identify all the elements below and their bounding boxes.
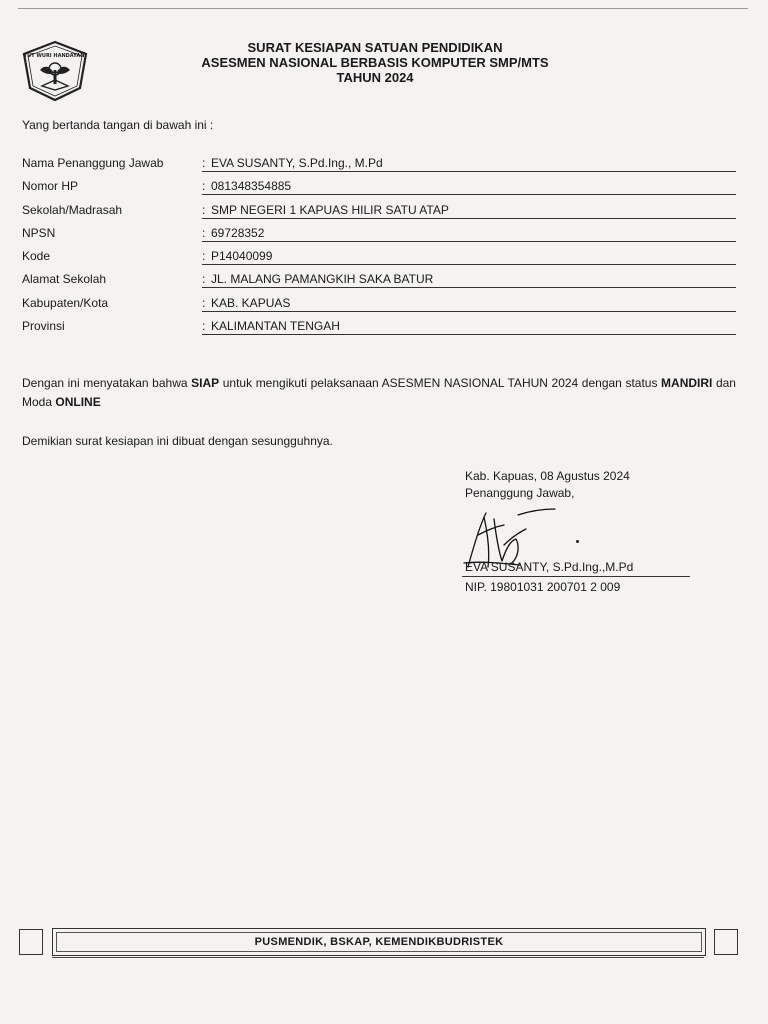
- title-line-3: TAHUN 2024: [336, 70, 414, 85]
- field-underline: [202, 194, 736, 195]
- field-row-sekolah: [22, 199, 736, 223]
- footer-text: PUSMENDIK, BSKAP, KEMENDIKBUDRISTEK: [56, 932, 702, 952]
- intro-text: Yang bertanda tangan di bawah ini :: [22, 118, 214, 132]
- signer-nip: NIP. 19801031 200701 2 009: [465, 580, 621, 594]
- mode-online: ONLINE: [55, 395, 101, 409]
- field-value: SMP NEGERI 1 KAPUAS HILIR SATU ATAP: [211, 203, 449, 217]
- field-label: Kabupaten/Kota: [22, 296, 109, 310]
- status-mandiri: MANDIRI: [661, 376, 713, 390]
- field-label: Nama Penanggung Jawab: [22, 156, 164, 170]
- status-siap: SIAP: [191, 376, 220, 390]
- footer-banner: [52, 928, 706, 956]
- field-row-alamat: [22, 268, 736, 292]
- field-label: Nomor HP: [22, 179, 79, 193]
- footer-box-right: [714, 929, 738, 955]
- field-row-provinsi: [22, 315, 736, 339]
- field-row-nama: [22, 152, 736, 176]
- signer-name: EVA SUSANTY, S.Pd.Ing.,M.Pd: [465, 560, 634, 574]
- title-line-1: SURAT KESIAPAN SATUAN PENDIDIKAN: [247, 40, 503, 55]
- statement-text: untuk mengikuti pelaksanaan ASESMEN NASIONAL TAHUN 2024 dengan status: [219, 376, 662, 390]
- field-colon: :: [202, 179, 206, 193]
- field-underline: [202, 264, 736, 265]
- field-value: KAB. KAPUAS: [211, 296, 291, 310]
- logo-motto: TUT WURI HANDAYANI: [23, 53, 87, 59]
- field-value: 081348354885: [211, 179, 292, 193]
- field-value: P14040099: [211, 249, 273, 263]
- field-label: Sekolah/Madrasah: [22, 203, 123, 217]
- closing-text: Demikian surat kesiapan ini dibuat dengan sesungguhnya.: [22, 434, 333, 448]
- footer-box-left: [19, 929, 43, 955]
- field-label: Provinsi: [22, 319, 65, 333]
- field-underline: [202, 171, 736, 172]
- field-underline: [202, 218, 736, 219]
- field-colon: :: [202, 319, 206, 333]
- tut-wuri-handayani-logo: [20, 40, 90, 102]
- field-value: 69728352: [211, 226, 265, 240]
- statement-text: Dengan ini menyatakan bahwa: [22, 376, 192, 390]
- document-title: [150, 40, 600, 85]
- field-label: NPSN: [22, 226, 56, 240]
- top-border-line: [18, 8, 748, 9]
- field-underline: [202, 241, 736, 242]
- field-colon: :: [202, 249, 206, 263]
- field-value: JL. MALANG PAMANGKIH SAKA BATUR: [211, 272, 434, 286]
- field-colon: :: [202, 272, 206, 286]
- field-colon: :: [202, 296, 206, 310]
- field-colon: :: [202, 203, 206, 217]
- field-row-npsn: [22, 222, 736, 246]
- signature-line: [462, 576, 690, 577]
- field-value: KALIMANTAN TENGAH: [211, 319, 340, 333]
- field-row-kode: [22, 245, 736, 269]
- signer-role: Penanggung Jawab,: [465, 486, 575, 500]
- field-colon: :: [202, 226, 206, 240]
- field-label: Kode: [22, 249, 51, 263]
- field-value: EVA SUSANTY, S.Pd.Ing., M.Pd: [211, 156, 383, 170]
- field-label: Alamat Sekolah: [22, 272, 107, 286]
- field-colon: :: [202, 156, 206, 170]
- ink-dot: [576, 540, 579, 543]
- field-underline: [202, 311, 736, 312]
- statement-text: dan Moda: [22, 376, 736, 409]
- field-underline: [202, 287, 736, 288]
- place-date: Kab. Kapuas, 08 Agustus 2024: [465, 469, 630, 483]
- field-row-kabupaten: [22, 292, 736, 316]
- field-row-nomor-hp: [22, 175, 736, 199]
- field-underline: [202, 334, 736, 335]
- readiness-statement: [22, 374, 736, 412]
- footer-rule: [52, 957, 704, 958]
- title-line-2: ASESMEN NASIONAL BERBASIS KOMPUTER SMP/MTS: [201, 55, 549, 70]
- signature-header: [465, 468, 630, 502]
